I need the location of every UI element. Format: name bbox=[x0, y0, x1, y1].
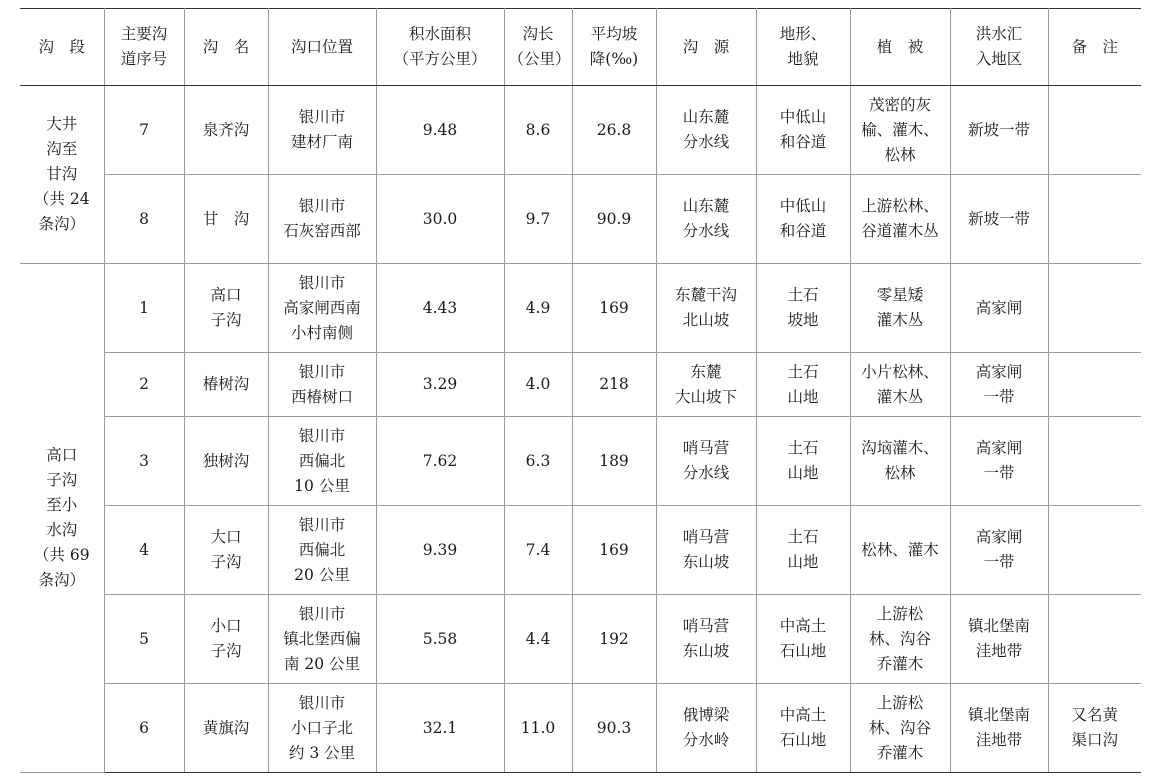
header-note: 备 注 bbox=[1048, 9, 1141, 86]
terrain-cell: 土石 坡地 bbox=[756, 264, 850, 353]
terrain-cell: 中低山 和谷道 bbox=[756, 175, 850, 264]
number-cell: 3 bbox=[104, 417, 184, 506]
name-cell: 黄旗沟 bbox=[184, 684, 268, 773]
header-name: 沟 名 bbox=[184, 9, 268, 86]
vegetation-cell: 松林、灌木 bbox=[850, 506, 950, 595]
note-cell bbox=[1048, 506, 1141, 595]
number-cell: 7 bbox=[104, 86, 184, 175]
source-cell: 哨马营 东山坡 bbox=[656, 595, 756, 684]
header-mouth-location: 沟口位置 bbox=[268, 9, 376, 86]
mouth-cell: 银川市 镇北堡西偏 南 20 公里 bbox=[268, 595, 376, 684]
source-cell: 俄博梁 分水岭 bbox=[656, 684, 756, 773]
number-cell: 1 bbox=[104, 264, 184, 353]
number-cell: 8 bbox=[104, 175, 184, 264]
table-row bbox=[20, 595, 1141, 684]
source-cell: 山东麓 分水线 bbox=[656, 86, 756, 175]
note-cell bbox=[1048, 86, 1141, 175]
mouth-cell: 银川市 石灰窑西部 bbox=[268, 175, 376, 264]
slope-cell: 90.3 bbox=[572, 684, 656, 773]
number-cell: 6 bbox=[104, 684, 184, 773]
name-cell: 高口 子沟 bbox=[184, 264, 268, 353]
header-segment: 沟 段 bbox=[20, 9, 104, 86]
mouth-cell: 银川市 建材厂南 bbox=[268, 86, 376, 175]
mouth-cell: 银川市 西偏北 10 公里 bbox=[268, 417, 376, 506]
note-cell bbox=[1048, 175, 1141, 264]
gully-data-table bbox=[20, 8, 1141, 773]
table-row bbox=[20, 417, 1141, 506]
mouth-cell: 银川市 高家闸西南 小村南侧 bbox=[268, 264, 376, 353]
header-source: 沟 源 bbox=[656, 9, 756, 86]
terrain-cell: 中高土 石山地 bbox=[756, 595, 850, 684]
terrain-cell: 土石 山地 bbox=[756, 353, 850, 417]
name-cell: 小口 子沟 bbox=[184, 595, 268, 684]
mouth-cell: 银川市 小口子北 约 3 公里 bbox=[268, 684, 376, 773]
name-cell: 独树沟 bbox=[184, 417, 268, 506]
length-cell: 4.0 bbox=[504, 353, 572, 417]
name-cell: 椿树沟 bbox=[184, 353, 268, 417]
flood-area-cell: 新坡一带 bbox=[950, 86, 1048, 175]
flood-area-cell: 镇北堡南 洼地带 bbox=[950, 595, 1048, 684]
flood-area-cell: 高家闸 一带 bbox=[950, 417, 1048, 506]
note-cell bbox=[1048, 417, 1141, 506]
header-flood-area: 洪水汇 入地区 bbox=[950, 9, 1048, 86]
flood-area-cell: 高家闸 一带 bbox=[950, 506, 1048, 595]
vegetation-cell: 茂密的灰 榆、灌木、 松林 bbox=[850, 86, 950, 175]
slope-cell: 189 bbox=[572, 417, 656, 506]
terrain-cell: 土石 山地 bbox=[756, 506, 850, 595]
name-cell: 大口 子沟 bbox=[184, 506, 268, 595]
header-slope: 平均坡 降(‰) bbox=[572, 9, 656, 86]
vegetation-cell: 上游松 林、沟谷 乔灌木 bbox=[850, 595, 950, 684]
header-terrain: 地形、 地貌 bbox=[756, 9, 850, 86]
slope-cell: 169 bbox=[572, 264, 656, 353]
area-cell: 9.48 bbox=[376, 86, 504, 175]
area-cell: 3.29 bbox=[376, 353, 504, 417]
table-row bbox=[20, 353, 1141, 417]
table-row bbox=[20, 506, 1141, 595]
header-row bbox=[20, 9, 1141, 86]
terrain-cell: 中低山 和谷道 bbox=[756, 86, 850, 175]
flood-area-cell: 新坡一带 bbox=[950, 175, 1048, 264]
name-cell: 泉齐沟 bbox=[184, 86, 268, 175]
length-cell: 4.9 bbox=[504, 264, 572, 353]
terrain-cell: 中高土 石山地 bbox=[756, 684, 850, 773]
vegetation-cell: 沟垴灌木、 松林 bbox=[850, 417, 950, 506]
length-cell: 7.4 bbox=[504, 506, 572, 595]
area-cell: 4.43 bbox=[376, 264, 504, 353]
length-cell: 6.3 bbox=[504, 417, 572, 506]
source-cell: 哨马营 东山坡 bbox=[656, 506, 756, 595]
length-cell: 8.6 bbox=[504, 86, 572, 175]
area-cell: 30.0 bbox=[376, 175, 504, 264]
note-cell bbox=[1048, 264, 1141, 353]
source-cell: 东麓 大山坡下 bbox=[656, 353, 756, 417]
flood-area-cell: 镇北堡南 洼地带 bbox=[950, 684, 1048, 773]
flood-area-cell: 高家闸 bbox=[950, 264, 1048, 353]
note-cell bbox=[1048, 353, 1141, 417]
terrain-cell: 土石 山地 bbox=[756, 417, 850, 506]
table-row bbox=[20, 684, 1141, 773]
area-cell: 32.1 bbox=[376, 684, 504, 773]
length-cell: 9.7 bbox=[504, 175, 572, 264]
table-row bbox=[20, 264, 1141, 353]
note-cell bbox=[1048, 595, 1141, 684]
slope-cell: 90.9 bbox=[572, 175, 656, 264]
segment-cell: 高口 子沟 至小 水沟 （共 69 条沟） bbox=[20, 264, 104, 773]
vegetation-cell: 零星矮 灌木丛 bbox=[850, 264, 950, 353]
area-cell: 9.39 bbox=[376, 506, 504, 595]
source-cell: 哨马营 分水线 bbox=[656, 417, 756, 506]
length-cell: 11.0 bbox=[504, 684, 572, 773]
length-cell: 4.4 bbox=[504, 595, 572, 684]
vegetation-cell: 小片松林、 灌木丛 bbox=[850, 353, 950, 417]
vegetation-cell: 上游松林、 谷道灌木丛 bbox=[850, 175, 950, 264]
slope-cell: 218 bbox=[572, 353, 656, 417]
vegetation-cell: 上游松 林、沟谷 乔灌木 bbox=[850, 684, 950, 773]
slope-cell: 192 bbox=[572, 595, 656, 684]
source-cell: 山东麓 分水线 bbox=[656, 175, 756, 264]
slope-cell: 26.8 bbox=[572, 86, 656, 175]
name-cell: 甘 沟 bbox=[184, 175, 268, 264]
header-catchment-area: 积水面积 （平方公里） bbox=[376, 9, 504, 86]
area-cell: 7.62 bbox=[376, 417, 504, 506]
number-cell: 4 bbox=[104, 506, 184, 595]
mouth-cell: 银川市 西椿树口 bbox=[268, 353, 376, 417]
mouth-cell: 银川市 西偏北 20 公里 bbox=[268, 506, 376, 595]
note-cell: 又名黄 渠口沟 bbox=[1048, 684, 1141, 773]
number-cell: 5 bbox=[104, 595, 184, 684]
header-number: 主要沟 道序号 bbox=[104, 9, 184, 86]
header-length: 沟长 （公里） bbox=[504, 9, 572, 86]
header-vegetation: 植 被 bbox=[850, 9, 950, 86]
table-row bbox=[20, 86, 1141, 175]
table-row bbox=[20, 175, 1141, 264]
flood-area-cell: 高家闸 一带 bbox=[950, 353, 1048, 417]
segment-cell: 大井 沟至 甘沟 （共 24 条沟） bbox=[20, 86, 104, 264]
slope-cell: 169 bbox=[572, 506, 656, 595]
area-cell: 5.58 bbox=[376, 595, 504, 684]
source-cell: 东麓干沟 北山坡 bbox=[656, 264, 756, 353]
number-cell: 2 bbox=[104, 353, 184, 417]
